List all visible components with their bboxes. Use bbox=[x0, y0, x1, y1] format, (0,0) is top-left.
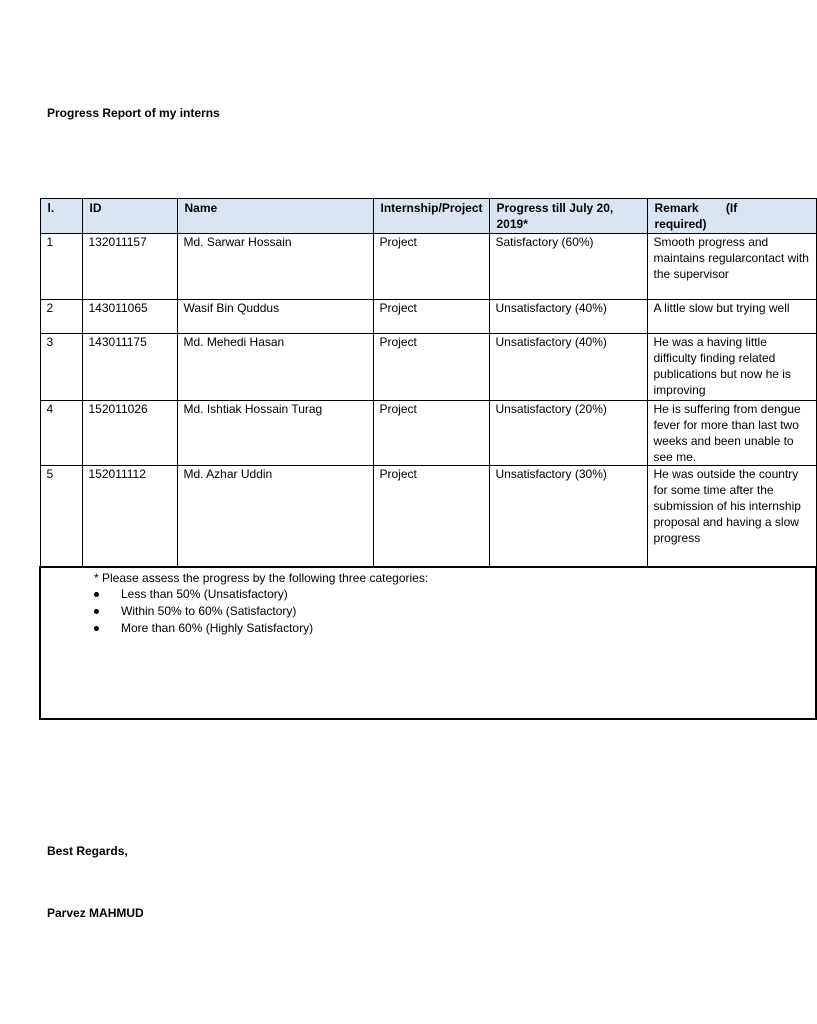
document-title: Progress Report of my interns bbox=[47, 106, 220, 120]
category-list bbox=[94, 586, 811, 637]
cell-name: Md. Ishtiak Hossain Turag bbox=[177, 401, 373, 466]
cell-id: 143011065 bbox=[82, 300, 177, 334]
cell-serial: 3 bbox=[40, 334, 82, 401]
table-row bbox=[40, 300, 816, 334]
cell-progress: Satisfactory (60%) bbox=[489, 234, 647, 300]
cell-internship-project: Project bbox=[373, 300, 489, 334]
table-header bbox=[40, 199, 816, 234]
bullet-icon bbox=[94, 592, 99, 597]
table-body bbox=[40, 234, 816, 567]
signature-name: Parvez MAHMUD bbox=[47, 906, 144, 920]
header-internship-project: Internship/Project bbox=[373, 199, 489, 234]
table-row bbox=[40, 401, 816, 466]
table-row bbox=[40, 334, 816, 401]
cell-remark: Smooth progress and maintains regularcontact with the supervisor bbox=[647, 234, 816, 300]
cell-remark: He was outside the country for some time after the submission of his internship proposal and having a slow progress bbox=[647, 466, 816, 567]
header-id: ID bbox=[82, 199, 177, 234]
cell-internship-project: Project bbox=[373, 234, 489, 300]
category-label: More than 60% (Highly Satisfactory) bbox=[121, 620, 314, 635]
category-label: Less than 50% (Unsatisfactory) bbox=[121, 586, 288, 601]
cell-progress: Unsatisfactory (40%) bbox=[489, 300, 647, 334]
cell-id: 152011026 bbox=[82, 401, 177, 466]
cell-name: Wasif Bin Quddus bbox=[177, 300, 373, 334]
header-serial: l. bbox=[40, 199, 82, 234]
cell-progress: Unsatisfactory (20%) bbox=[489, 401, 647, 466]
category-item bbox=[94, 620, 811, 637]
cell-name: Md. Sarwar Hossain bbox=[177, 234, 373, 300]
cell-name: Md. Azhar Uddin bbox=[177, 466, 373, 567]
cell-remark: He is suffering from dengue fever for more than last two weeks and been unable to see me. bbox=[647, 401, 816, 466]
assessment-note: * Please assess the progress by the following three categories: bbox=[94, 570, 429, 585]
category-item bbox=[94, 586, 811, 603]
category-item bbox=[94, 603, 811, 620]
cell-internship-project: Project bbox=[373, 466, 489, 567]
table-row bbox=[40, 234, 816, 300]
header-name: Name bbox=[177, 199, 373, 234]
intern-progress-table bbox=[39, 198, 817, 720]
cell-id: 143011175 bbox=[82, 334, 177, 401]
cell-progress: Unsatisfactory (40%) bbox=[489, 334, 647, 401]
cell-name: Md. Mehedi Hasan bbox=[177, 334, 373, 401]
cell-internship-project: Project bbox=[373, 334, 489, 401]
bullet-icon bbox=[94, 626, 99, 631]
note-row bbox=[40, 567, 816, 719]
cell-internship-project: Project bbox=[373, 401, 489, 466]
header-row bbox=[40, 199, 816, 234]
cell-id: 152011112 bbox=[82, 466, 177, 567]
cell-id: 132011157 bbox=[82, 234, 177, 300]
closing-line: Best Regards, bbox=[47, 844, 128, 858]
note-cell bbox=[40, 567, 816, 719]
table-row bbox=[40, 466, 816, 567]
bullet-icon bbox=[94, 609, 99, 614]
cell-serial: 4 bbox=[40, 401, 82, 466]
cell-serial: 2 bbox=[40, 300, 82, 334]
cell-serial: 5 bbox=[40, 466, 82, 567]
header-progress: Progress till July 20, 2019* bbox=[489, 199, 647, 234]
cell-progress: Unsatisfactory (30%) bbox=[489, 466, 647, 567]
header-remark: Remark (If required) bbox=[647, 199, 816, 234]
category-label: Within 50% to 60% (Satisfactory) bbox=[121, 603, 297, 618]
table-notes bbox=[40, 567, 816, 719]
cell-remark: A little slow but trying well bbox=[647, 300, 816, 334]
cell-serial: 1 bbox=[40, 234, 82, 300]
cell-remark: He was a having little difficulty finding related publications but now he is improving bbox=[647, 334, 816, 401]
